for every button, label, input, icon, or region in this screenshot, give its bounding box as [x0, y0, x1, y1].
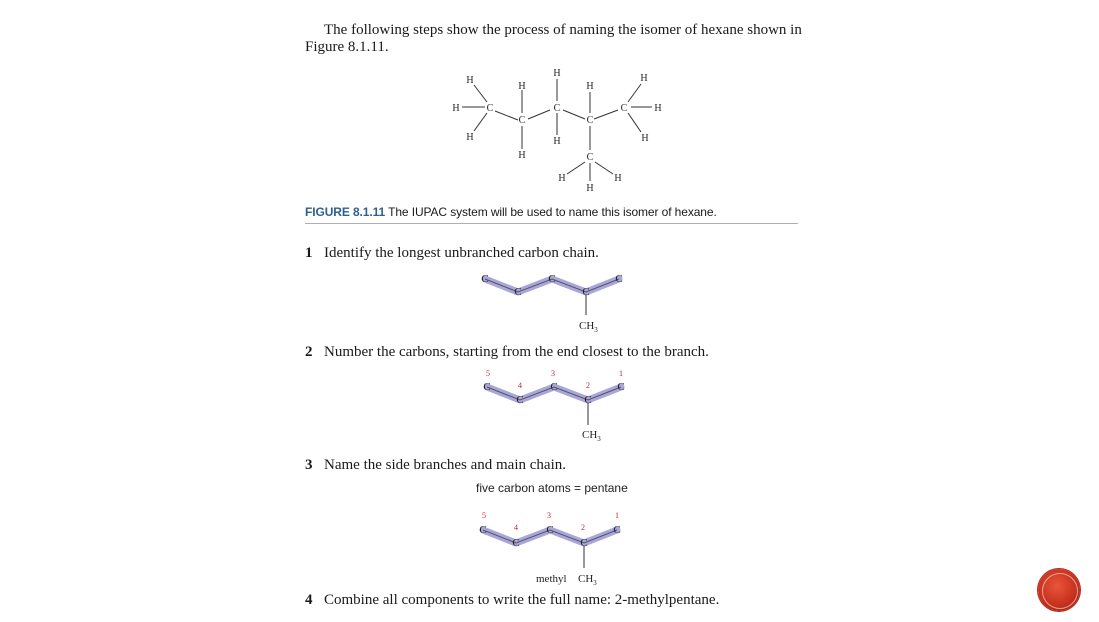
chain-diagram-1	[470, 268, 640, 338]
branch-subscript: 3	[594, 326, 598, 334]
branch-subscript: 3	[593, 579, 597, 587]
branch-label	[579, 320, 598, 334]
carbon-count-note: five carbon atoms = pentane	[476, 481, 628, 495]
chain-carbon: C	[613, 524, 621, 536]
step-4	[305, 592, 719, 609]
carbon-number: 4	[514, 523, 518, 532]
atom-h: H	[558, 173, 566, 184]
chain-carbon: C	[584, 394, 592, 406]
carbon-number: 3	[551, 369, 555, 378]
branch-ch: CH	[582, 429, 598, 441]
chain-carbon: C	[550, 381, 558, 393]
atom-h: H	[452, 103, 460, 114]
chain-diagram-3	[470, 506, 640, 588]
carbon-number: 4	[518, 381, 522, 390]
step-text: Number the carbons, starting from the end closest to the branch.	[324, 344, 709, 360]
atom-c: C	[518, 115, 526, 126]
branch-label	[582, 429, 601, 443]
step-number: 3	[305, 457, 313, 473]
atom-c: C	[486, 103, 494, 114]
figure-label: FIGURE 8.1.11	[305, 205, 386, 219]
chain-carbon: C	[546, 524, 554, 536]
carbon-number: 1	[615, 511, 619, 520]
intro-line-1: The following steps show the process of naming the isomer of hexane shown in	[324, 22, 802, 38]
chain-carbon: C	[615, 273, 623, 285]
carbon-number: 5	[486, 369, 490, 378]
carbon-number: 5	[482, 511, 486, 520]
step-number: 1	[305, 245, 313, 261]
step-number: 4	[305, 592, 313, 608]
branch-label	[578, 573, 597, 587]
step-number: 2	[305, 344, 313, 360]
figure-caption	[305, 205, 798, 219]
carbon-number: 1	[619, 369, 623, 378]
branch-ch: CH	[579, 320, 595, 332]
intro-paragraph	[305, 22, 805, 56]
carbon-number: 3	[547, 511, 551, 520]
step-2	[305, 344, 709, 361]
chain-diagram-2	[470, 366, 640, 446]
atom-h: H	[553, 136, 561, 147]
chain-carbon: C	[514, 286, 522, 298]
atom-c: C	[586, 115, 594, 126]
atom-h: H	[640, 73, 648, 84]
structure-bonds	[462, 79, 652, 181]
methyl-label: methyl	[536, 573, 567, 585]
branch-ch: CH	[578, 573, 594, 585]
atom-h: H	[466, 75, 474, 86]
chain-carbon: C	[479, 524, 487, 536]
atom-h: H	[586, 183, 594, 194]
logo-ring	[1042, 573, 1078, 609]
atom-h: H	[614, 173, 622, 184]
figure-caption-text: The IUPAC system will be used to name this isomer of hexane.	[385, 205, 717, 219]
intro-line-2: Figure 8.1.11.	[305, 39, 389, 55]
chain-carbon: C	[617, 381, 625, 393]
carbon-number: 2	[581, 523, 585, 532]
step-1	[305, 245, 599, 262]
atom-h: H	[518, 150, 526, 161]
step-text: Identify the longest unbranched carbon chain.	[324, 245, 599, 261]
atom-h: H	[654, 103, 662, 114]
atom-h: H	[466, 132, 474, 143]
atom-c: C	[553, 103, 561, 114]
step-text: Name the side branches and main chain.	[324, 457, 566, 473]
structural-formula	[440, 62, 680, 200]
chain-carbon: C	[516, 394, 524, 406]
atom-h: H	[586, 81, 594, 92]
branch-subscript: 3	[597, 435, 601, 443]
chain-carbon: C	[483, 381, 491, 393]
chain-carbon: C	[582, 286, 590, 298]
step-text: Combine all components to write the full name: 2-methylpentane.	[324, 592, 720, 608]
carbon-number: 2	[586, 381, 590, 390]
chain-carbon: C	[481, 273, 489, 285]
atom-h: H	[518, 81, 526, 92]
chain-carbon: C	[580, 537, 588, 549]
chain-carbon: C	[548, 273, 556, 285]
chain-carbon: C	[512, 537, 520, 549]
caption-divider	[305, 223, 798, 224]
atom-c: C	[620, 103, 628, 114]
step-3	[305, 457, 566, 474]
atom-h: H	[641, 133, 649, 144]
atom-c: C	[586, 152, 594, 163]
atom-h: H	[553, 68, 561, 79]
slide-logo	[1038, 569, 1080, 611]
